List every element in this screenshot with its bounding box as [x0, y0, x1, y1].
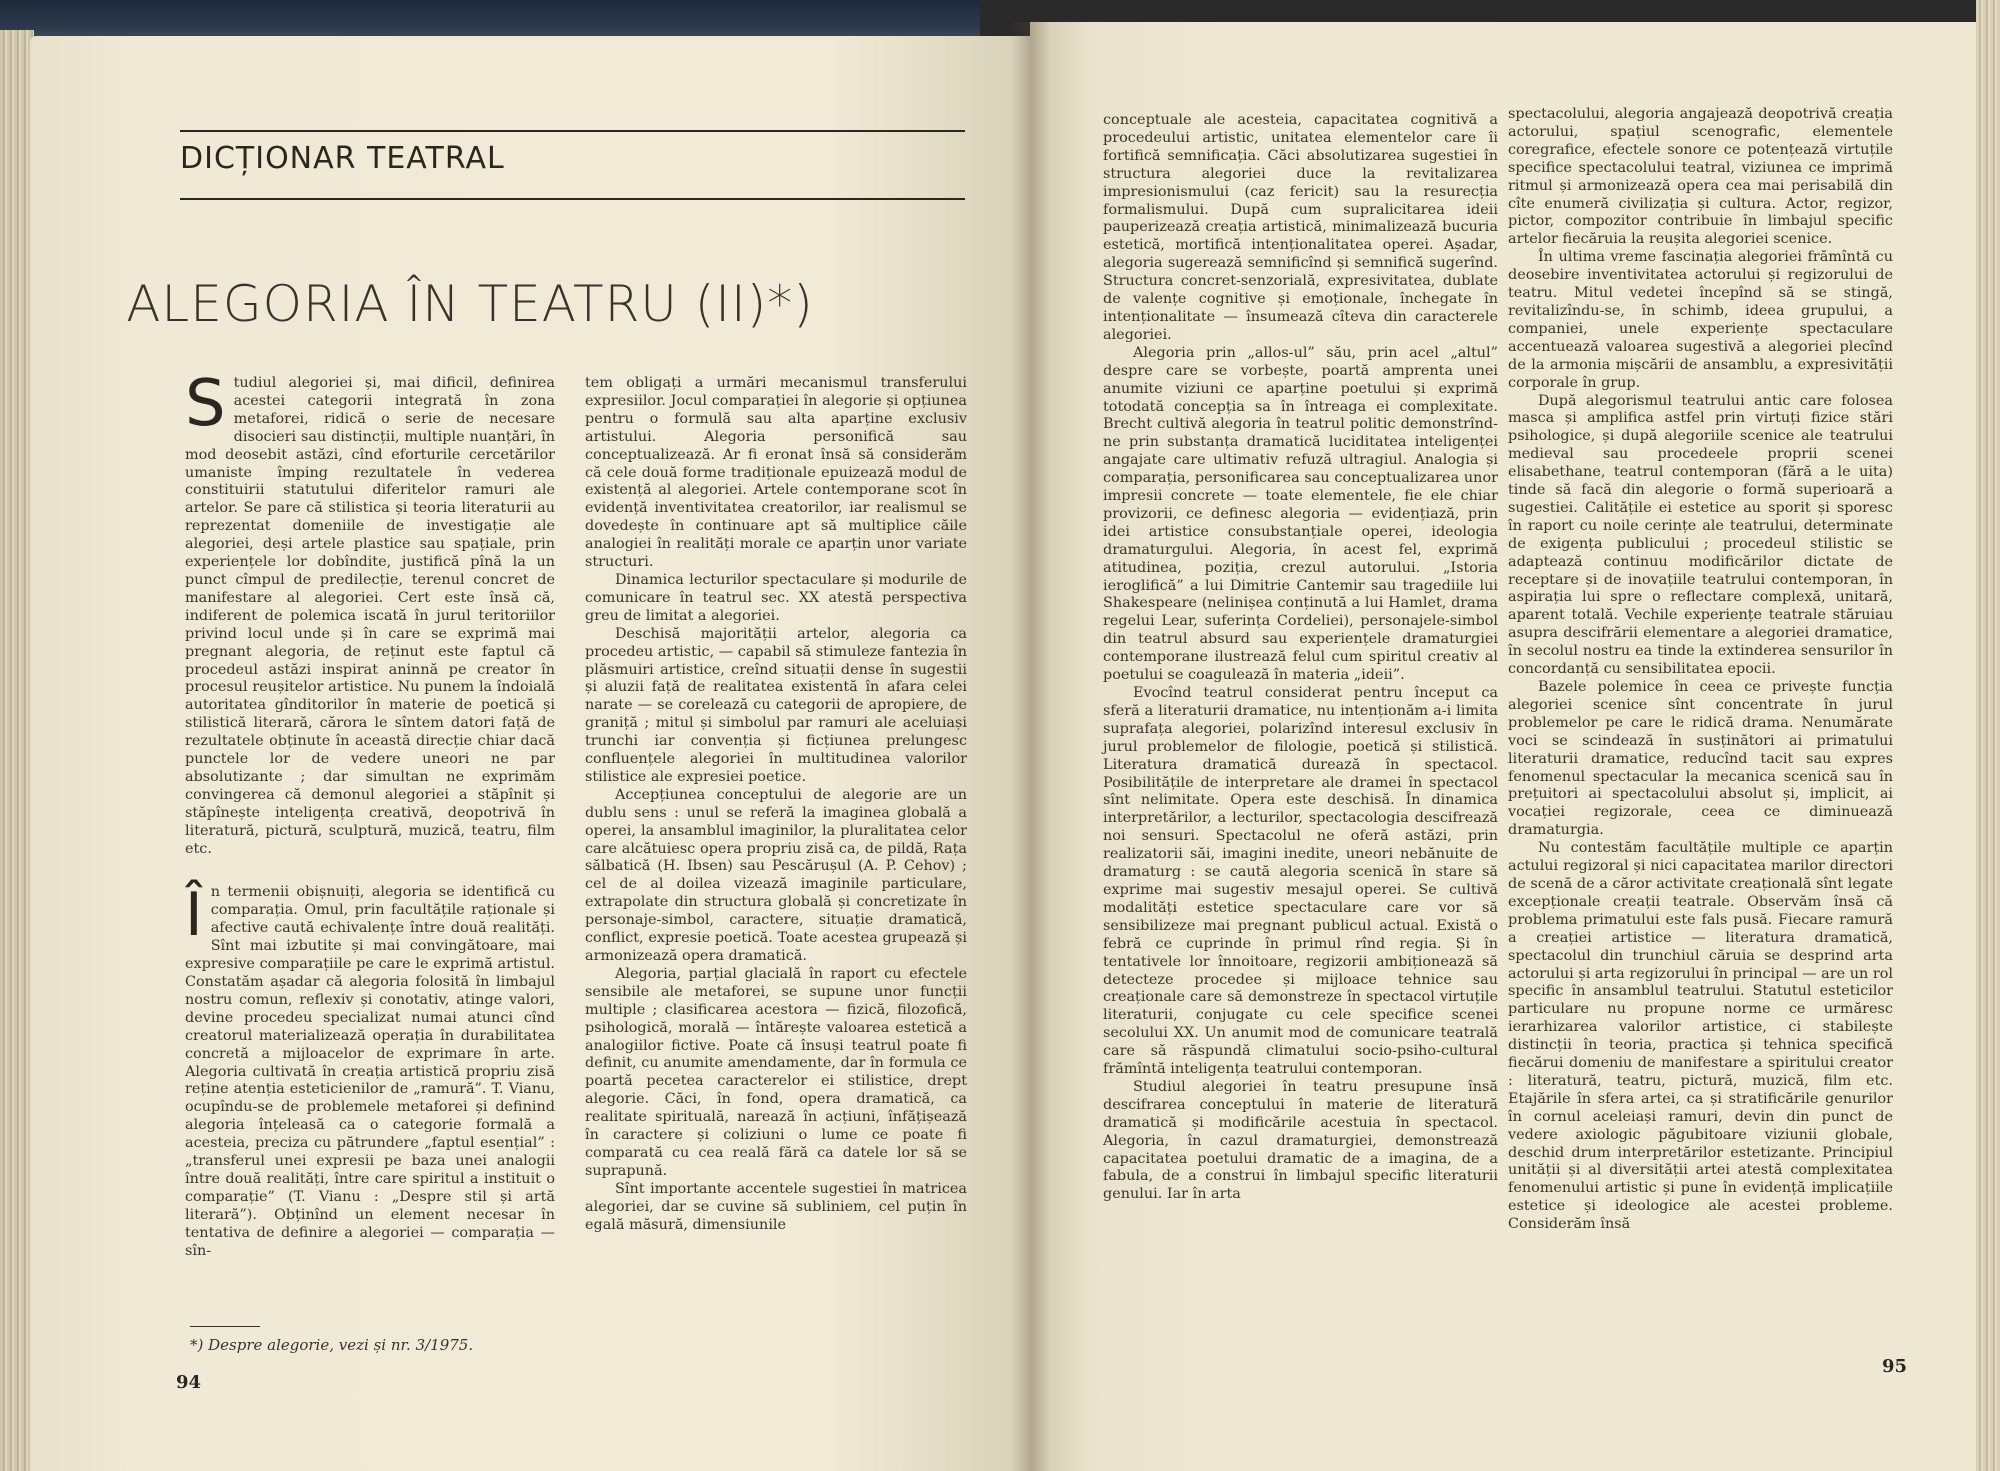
- paragraph: conceptuale ale acesteia, capacitatea cognitivă a procedeului artistic, unitatea elementelor care îi fortifică semnificația. Căci absolutizarea sugestiei în structura alegoriei duce la revitalizarea impresionismului (caz fericit) sau la resurecția formalismului. După cum supralicitarea ideii pauperizează creația artistică, minimalizează bucuria estetică, mortifică intenționalitatea operei. Așadar, alegoria sugerează semnificînd și semnifică sugerînd. Structura concret-senzorială, expresivitatea, dublate de valențe cognitive și emoționale, închegate în intenționalitate — însumează cîteva din caracterele alegoriei.: [1103, 112, 1498, 343]
- paragraph: Alegoria prin „allos-ul” său, prin acel „altul” despre care se vorbește, poartă amprenta unei anumite viziuni ce aparține poetului și exprimă totodată concepția sa în întreaga ei complexitate. Brecht cultivă alegoria în teatrul politic demonstrînd-ne prin substanța dramatică luciditatea inteligenței angajate care ultimativ refuză ultragiul. Analogia și comparația, personificarea sau conceptualizarea unor impresii concrete — toate elementele, fie ele chiar provizorii, ce definesc alegoria — evidențiază, prin idei artistice consubstanțiale operei, ideologia dramaturgului. Alegoria, în acest fel, exprimă atitudinea, poziția, crezul autorului. „Istoria ieroglifică” a lui Dimitrie Cantemir sau tragediile lui Shakespeare (nelinișea conținută a lui Hamlet, drama regelui Lear, suferința Cordeliei), personajele-simbol din teatrul absurd sau experiențele dramaturgiei contemporane ilustrează felul cum spiritul creativ al poetului se coagulează în materia „ideii”.: [1103, 344, 1498, 684]
- header-rule-bottom: [180, 198, 965, 200]
- header-rule-top: [180, 130, 965, 132]
- column-3: [1103, 112, 1498, 1204]
- page-number-left: 94: [176, 1372, 202, 1393]
- paragraph: spectacolului, alegoria angajează deopotrivă creația actorului, spațiul scenografic, elementele coregrafice, efectele sonore ce potențează virtuțile specifice spectacolului teatral, viziunea ce imprimă ritmul și armonizează opera cea mai perisabilă din cîte enumeră civilizația și cultura. Actor, regizor, pictor, compozitor contribuie în limbajul specific artelor fiecăruia la reușita alegoriei scenice.: [1508, 106, 1893, 248]
- paragraph: Studiul alegoriei și, mai dificil, definirea acestei categorii integrată în zona metaforei, ridică o serie de necesare disocieri sau distincții, multiple nuanțări, în mod deosebit astăzi, cînd eforturile cercetărilor umaniste împing rezultatele în vederea constituirii statutului diferitelor ramuri ale artelor. Se pare că stilistica și teoria literaturii au reprezentat domeniile de investigație ale alegoriei, deși artele plastice sau spațiale, prin experiențele lor dobîndite, justifică pînă la un punct cîmpul de predilecție, terenul concret de manifestare al alegoriei. Cert este însă că, indiferent de polemica iscată în jurul teritoriilor privind locul unde și în care se exprimă mai pregnant alegoria, de reținut este faptul că procedeul astăzi inspirat aninnă pe creator în procesul reușitelor artistice. Nu punem la îndoială autoritatea gînditorilor în materie de poetică și stilistică literară, cărora le sîntem datori față de rezultatele obținute în această direcție chiar dacă punctele lor de vedere uneori ne par absolutizante ; dar simultan ne exprimăm convingerea că demonul alegoriei a stăpînit și stăpînește inteligența creativă, deopotrivă în literatură, pictură, sculptură, muzică, teatru, film etc.: [185, 367, 555, 857]
- book-gutter: [1010, 22, 1050, 1471]
- paragraph: Sînt importante accentele sugestiei în matricea alegoriei, dar se cuvine să subliniem, cel puțin în egală măsură, dimensiunile: [585, 1180, 967, 1233]
- paragraph: Bazele polemice în ceea ce privește funcția alegoriei scenice sînt concentrate în jurul problemelor pe care le ridică drama. Nenumărate voci se scindează în susținători ai primatului literaturii dramatice, reducînd tacit sau expres fenomenul spectacular la mecanica scenică sau în prețuitori ai spectacolului absolut și, implicit, ai vocației regizorale, ceea ce diminuează dramaturgia.: [1508, 679, 1893, 839]
- column-4: [1508, 106, 1893, 1234]
- paragraph: În termenii obișnuiți, alegoria se identifică cu comparația. Omul, prin facultățile raționale și afective caută echivalențe între două realități. Sînt mai izbutite și mai convingătoare, mai expresive comparațiile pe care le exprimă artistul. Constatăm așadar că alegoria folosită în limbajul nostru comun, reflexiv și conotativ, atinge valori, devine procedeu specializat numai atunci cînd creatorul materializează operația în durabilitatea concretă a mijloacelor de exprimare în arte. Alegoria cultivată în creația artistică propriu zisă reține atenția esteticienilor de „ramură”. T. Vianu, ocupîndu-se de problemele metaforei și definind alegoria înțeleasă ca o categorie formală a acesteia, preciza cu pătrundere „faptul esențial” : „transferul unei expresii pe baza unei analogii între două realități, între care spiritul a instituit o comparație” (T. Vianu : „Despre stil și artă literară”). Obținînd un element necesar în tentativa de definire a alegoriei — comparația — sîn-: [185, 880, 555, 1259]
- paragraph: Studiul alegoriei în teatru presupune însă descifrarea conceptului în materie de literatură dramatică și modificările acestuia în spectacol. Alegoria, în cazul dramaturgiei, demonstrează capacitatea poetului dramatic de a imagina, de a fabula, de a construi în limbajul specific literaturii genului. Iar în arta: [1103, 1078, 1498, 1203]
- paragraph: Nu contestăm facultățile multiple ce aparțin actului regizoral și nici capacitatea marilor directori de scenă de a căror activitate creațională sînt legate excepționale creații teatrale. Observăm însă că problema primatului este fals pusă. Fiecare ramură a creației artistice — literatura dramatică, spectacolul din trunchiul căruia se desprind arta actorului și arta regizorului în principal — are un rol specific în ansamblul teatrului. Statutul esteticilor particulare nu propune norme ce urmăresc ierarhizarea valorilor artistice, ci stabilește distincții în teoria, practica și tehnica specifică fiecărui domeniu de manifestare a spiritului creator : literatură, teatru, pictură, muzică, film etc. Etajările în sfera artei, ca și stratificările genurilor în cornul aceleiași ramuri, devin din punct de vedere axiologic păgubitoare viziunii globale, deschid drum interpretărilor estetizante. Principiul unității și al diversității artei atestă complexitatea fenomenului artistic și pune în evidență implicațiile estetice și ideologice ale acestei probleme. Considerăm însă: [1508, 840, 1893, 1233]
- section-title: DICȚIONAR TEATRAL: [180, 141, 505, 176]
- drop-cap: S: [185, 367, 226, 441]
- paragraph: După alegorismul teatrului antic care folosea masca și amplifica astfel prin virtuți fizice stări psihologice, și după alegoriile scenice ale teatrului medieval sau procedeele proprii scenei elisabethane, teatrul contemporan (fără a le uita) tinde să facă din alegorie o formă superioară a sugestiei. Calitățile ei estetice au sporit și sporesc în raport cu noile cerințe ale teatrului, determinate de exigența publicului ; procedeul stilistic se adaptează continuu modificărilor dictate de receptare și de inovațiile teatrului contemporan, în aspirația lui spre o reflectare complexă, unitară, aparent totală. Vechile experiențe teatrale stăruiau asupra descifrării elementare a alegoriei dramatice, în secolul nostru ea tinde la extinderea sensurilor în concordanță cu sensibilitatea epocii.: [1508, 392, 1893, 678]
- paragraph: Deschisă majorității artelor, alegoria ca procedeu artistic, — capabil să stimuleze fantezia în plăsmuiri artistice, creînd situații dense în sugestii și aluzii față de realitatea existentă în afara celei narate — se corelează cu categorii de apropiere, de graniță ; mitul și simbolul par ramuri ale aceluiași trunchi iar convenția și ficțiunea prelungesc confluențele alegoriei în multitudinea valorilor stilistice ale expresiei poetice.: [585, 625, 967, 785]
- paragraph: În ultima vreme fascinația alegoriei frămîntă cu deosebire inventivitatea actorului și regizorului de teatru. Mitul vedetei începînd să se stingă, revitalizîndu-se, în schimb, ideea grupului, a companiei, unele experiențe spectaculare accentuează valoarea sugestivă a alegoriei plecînd de la armonia mișcării de ansamblu, a expresivității corporale în grup.: [1508, 249, 1893, 391]
- paragraph: Dinamica lecturilor spectaculare și modurile de comunicare în teatrul sec. XX atestă perspectiva greu de limitat a alegoriei.: [585, 571, 967, 624]
- article-title: ALEGORIA ÎN TEATRU (II)*): [126, 275, 814, 333]
- column-2: [585, 375, 967, 1235]
- page-number-right: 95: [1882, 1356, 1908, 1377]
- drop-cap: Î: [185, 880, 203, 951]
- paragraph: Accepțiunea conceptului de alegorie are un dublu sens : unul se referă la imaginea globală a operei, la ansamblul imaginilor, la pluralitatea celor care alcătuiesc opera propriu zisă ca, de pildă, Rața sălbatică (H. Ibsen) sau Pescărușul (A. P. Cehov) ; cel de al doilea vizează imaginile particulare, extrapolate din structura globală și concretizate în personaje-simbol, caractere, situație dramatică, conflict, expresie poetică. Toate acestea grupează și armonizează opera dramatică.: [585, 786, 967, 964]
- footnote-rule: [190, 1326, 260, 1327]
- footnote: *) Despre alegorie, vezi și nr. 3/1975.: [190, 1336, 474, 1354]
- paragraph: Evocînd teatrul considerat pentru început ca sferă a literaturii dramatice, nu intenționăm a-i limita suprafața alegoriei, polarizînd interesul exclusiv în jurul problemelor de filologie, poetică și stilistică. Literatura dramatică durează în spectacol. Posibilitățile de interpretare ale dramei în spectacol sînt nelimitate. Opera este deschisă. În dinamica interpretărilor, a lecturilor, spectacologia descifrează noi sensuri. Spectacolul ne oferă astăzi, prin realizatorii săi, imagini inedite, uneori nebănuite de dramaturg : se caută alegoria scenică în stare să exprime mai sugestiv mesajul operei. Se cultivă modalități estetice spectaculare care vor să sensibilizeze mai pregnant publicul actual. Există o febră ce cuprinde în primul rînd regia. Și în tentativele lor înnoitoare, regizorii ambiționează să detecteze procedee și mijloace tehnice sau creaționale care să demonstreze în spectacol virtuțile literaturii, conjugate cu cele specifice scenei secolului XX. Un anumit mod de comunicare teatrală care să răspundă climatului socio-psiho-cultural frămîntă inteligența teatrului contemporan.: [1103, 685, 1498, 1078]
- page-stack-right: [1976, 0, 2000, 1471]
- paragraph: tem obligați a urmări mecanismul transferului expresiilor. Jocul comparației în alegorie și opțiunea pentru o formulă sau alta aparține exclusiv artistului. Alegoria personifică sau conceptualizează. Ar fi eronat însă să considerăm că cele două forme tradiționale epuizează modul de existență al alegoriei. Artele contemporane scot în evidență inventivitatea creatorilor, iar realismul se dovedește în continuare apt să multiplice căile analogiei în realități morale ce aparțin unor variate structuri.: [585, 375, 967, 571]
- paragraph: Alegoria, parțial glacială în raport cu efectele sensibile ale metaforei, se supune unor funcții multiple ; clasificarea acestora — fizică, filozofică, psihologică, morală — întărește valoarea estetică a analogiilor fictive. Poate că însuși teatrul poate fi definit, cu anumite amendamente, dar în formula ce poartă pecetea caracterelor ei stilistice, drept alegorie. Căci, în fond, opera dramatică, ca realitate spirituală, narează în acțiuni, înfățișează în caractere și coliziuni o lume ce poate fi comparată cu cea reală fără ca datele lor să se suprapună.: [585, 965, 967, 1179]
- column-1: [185, 367, 555, 1261]
- page-stack-left: [0, 30, 34, 1471]
